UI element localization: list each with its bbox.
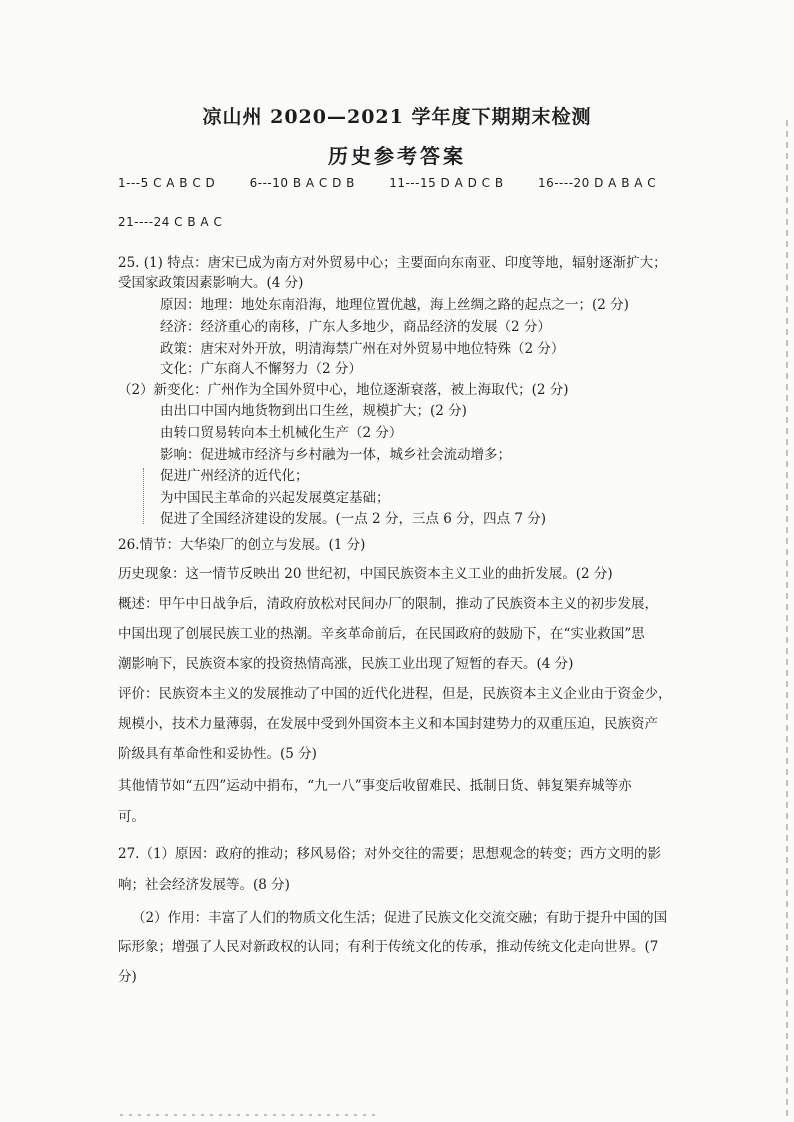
q25-line: 促进了全国经济建设的发展。(一点 2 分，三点 6 分，四点 7 分): [160, 511, 547, 527]
q25-line: 原因：地理：地处东南沿海，地理位置优越，海上丝绸之路的起点之一；(2 分): [160, 297, 629, 313]
q26-line: 潮影响下，民族资本家的投资热情高涨，民族工业出现了短暂的春天。(4 分): [118, 656, 574, 672]
q27-line: 分): [118, 969, 137, 985]
q26-line: 评价：民族资本主义的发展推动了中国的近代化进程，但是，民族资本主义企业由于资金少，: [118, 686, 672, 702]
q27-line: （2）作用：丰富了人们的物质文化生活；促进了民族文化交流交融；有助于提升中国的国: [132, 910, 668, 926]
q26-line: 阶级具有革命性和妥协性。(5 分): [118, 746, 317, 762]
scan-bottom-artifact: [120, 1114, 380, 1116]
q25-line: 受国家政策因素影响大。(4 分): [118, 275, 304, 291]
margin-bracket-mark: [143, 468, 148, 524]
q25-line: 影响：促进城市经济与乡村融为一体，城乡社会流动增多；: [160, 447, 511, 463]
document-subtitle: 历史参考答案: [328, 144, 466, 168]
mc-answer-group: 6---10 B A C D B: [249, 176, 355, 190]
mc-answer-group: 11---15 D A D C B: [389, 176, 504, 190]
q26-line: 规模小，技术力量薄弱，在发展中受到外国资本主义和本国封建势力的双重压迫，民族资产: [118, 716, 658, 732]
scan-edge-artifact: [786, 120, 788, 1120]
q27-line: 际形象；增强了人民对新政权的认同；有利于传统文化的传承，推动传统文化走向世界。(7: [118, 939, 659, 955]
q25-line: 促进广州经济的近代化；: [160, 468, 309, 484]
q25-line: 由出口中国内地货物到出口生丝，规模扩大；(2 分): [160, 403, 467, 419]
q25-line: 由转口贸易转向本土机械化生产（2 分）: [160, 425, 403, 441]
q27-line: 响；社会经济发展等。(8 分): [118, 877, 290, 893]
q25-line: 经济：经济重心的南移，广东人多地少，商品经济的发展（2 分）: [160, 319, 551, 335]
mc-answer-group: 16----20 D A B A C: [537, 176, 657, 190]
q26-line: 中国出现了创展民族工业的热潮。辛亥革命前后，在民国政府的鼓励下，在“实业救国”思: [118, 626, 645, 642]
mc-answers-row-1: [118, 174, 686, 192]
q26-line: 其他情节如“五四”运动中捐布，“九一八”事变后收留难民、抵制日货、韩复榘弃城等亦: [118, 778, 632, 794]
q26-line: 概述：甲午中日战争后，清政府放松对民间办厂的限制，推动了民族资本主义的初步发展，: [118, 596, 658, 612]
q26-line: 可。: [118, 809, 145, 825]
q25-line: 为中国民主革命的兴起发展奠定基础；: [160, 490, 390, 506]
mc-answer-group: 1---5 C A B C D: [118, 176, 216, 190]
q26-line: 26.情节：大华染厂的创立与发展。(1 分): [118, 537, 366, 553]
q25-line: 文化：广东商人不懈努力（2 分）: [160, 361, 362, 377]
document-title: 凉山州 2020—2021 学年度下期期末检测: [202, 106, 592, 128]
q25-line: 25. (1) 特点：唐宋已成为南方对外贸易中心；主要面向东南亚、印度等地，辐射逐渐扩大；: [118, 255, 667, 271]
mc-answers-row-2: 21----24 C B A C: [118, 215, 223, 229]
q25-line: 政策：唐宋对外开放，明清海禁广州在对外贸易中地位特殊（2 分）: [160, 341, 565, 357]
q27-line: 27.（1）原因：政府的推动；移风易俗；对外交往的需要；思想观念的转变；西方文明的影: [118, 846, 662, 862]
q25-line: （2）新变化：广州作为全国外贸中心，地位逐渐衰落，被上海取代；(2 分): [118, 382, 569, 398]
q26-line: 历史现象：这一情节反映出 20 世纪初，中国民族资本主义工业的曲折发展。(2 分): [118, 566, 613, 582]
